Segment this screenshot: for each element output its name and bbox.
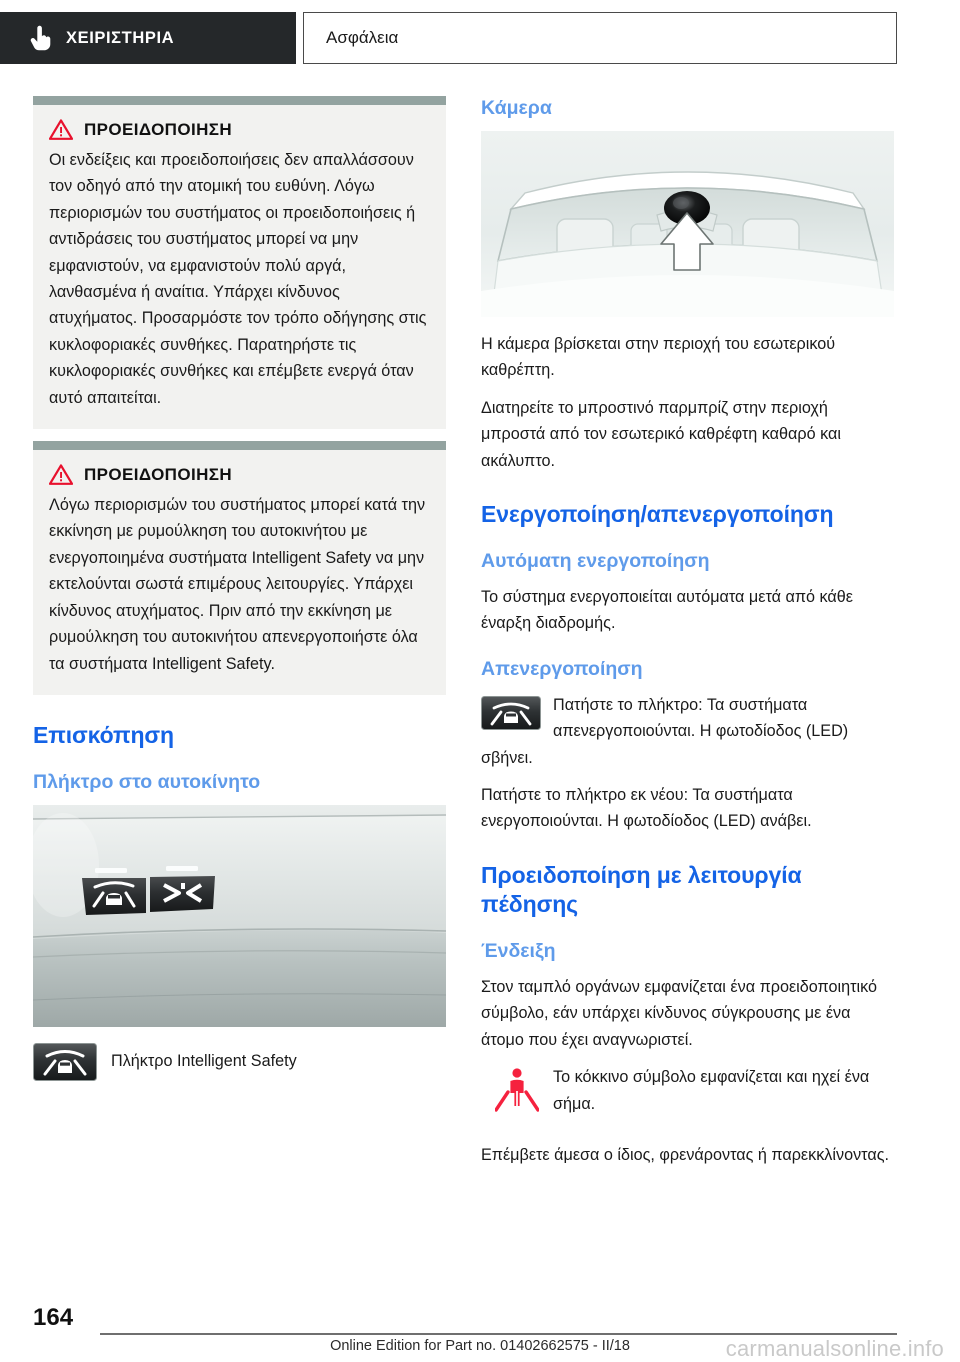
intelligent-safety-button-icon bbox=[33, 1043, 97, 1081]
figure-caption-row bbox=[33, 1043, 446, 1081]
warning-header bbox=[49, 119, 430, 140]
warning-text: Λόγω περιορισμών του συστήματος μπορεί κατά την εκκίνηση με ρυμούλκηση του αυτοκινήτου με ενεργοποιημένα συστήματα Intelligent Safety να μην εκτελούνται σωστά επιμέρους λειτουργίες. Υπάρχει κίνδυνος ατυχήματος. Πριν από την εκκίνηση με ρυμούλκηση του αυτοκινήτου απενεργοποιήστε όλα τα συστήματα Intelligent Safety. bbox=[49, 496, 426, 673]
warning-box-2 bbox=[33, 441, 446, 695]
page-header bbox=[0, 12, 960, 64]
overview-heading: Επισκόπηση bbox=[33, 721, 174, 748]
pedestrian-warning-icon bbox=[495, 1066, 539, 1112]
reactivation-text: Πατήστε το πλήκτρο εκ νέου: Τα συστήματα ενεργοποιούνται. Η φωτοδίοδος (LED) ανάβει. bbox=[481, 786, 812, 831]
camera-text-block bbox=[481, 331, 894, 474]
deactivation-block bbox=[481, 692, 894, 782]
chapter-tab[interactable] bbox=[0, 12, 296, 64]
warning-body bbox=[49, 147, 430, 411]
page-number: 164 bbox=[33, 1304, 74, 1331]
deactivation-heading: Απενεργοποίηση bbox=[481, 657, 643, 680]
camera-heading: Κάμερα bbox=[481, 97, 552, 119]
deactivation-text: Πατήστε το πλήκτρο: Τα συστήματα απενεργοποιούνται. Η φωτοδίοδος (LED) σβήνει. bbox=[481, 695, 849, 767]
figure-caption: Πλήκτρο Intelligent Safety bbox=[111, 1051, 297, 1070]
intelligent-safety-button-icon bbox=[481, 696, 541, 730]
warning-title: ΠΡΟΕΙΔΟΠΟΙΗΣΗ bbox=[84, 464, 233, 484]
final-text: Επέμβετε άμεσα ο ίδιος, φρενάροντας ή παρεκκλίνοντας. bbox=[481, 1145, 890, 1164]
camera-figure bbox=[481, 131, 894, 317]
section-tab-label: Ασφάλεια bbox=[326, 28, 399, 47]
warning-triangle-icon bbox=[49, 464, 73, 485]
right-column bbox=[481, 96, 894, 1179]
pedestrian-text: Το κόκκινο σύμβολο εμφανίζεται και ηχεί ένα σήμα. bbox=[553, 1068, 870, 1113]
page-footer bbox=[0, 1300, 960, 1362]
activation-heading: Ενεργοποίηση/απενεργοποίηση bbox=[481, 501, 834, 528]
braking-warning-heading: Προειδοποίηση με λειτουργία πέδησης bbox=[481, 861, 802, 917]
auto-activation-text: Το σύστημα ενεργοποιείται αυτόματα μετά από κάθε έναρξη διαδρομής. bbox=[481, 588, 853, 633]
left-column bbox=[33, 96, 446, 1087]
pedestrian-block bbox=[481, 1064, 894, 1128]
warning-triangle-icon bbox=[49, 119, 73, 140]
indication-heading: Ένδειξη bbox=[481, 939, 556, 962]
vehicle-button-heading: Πλήκτρο στο αυτοκίνητο bbox=[33, 770, 261, 793]
footer-divider bbox=[100, 1333, 897, 1335]
door-panel-figure bbox=[33, 805, 446, 1027]
pointing-hand-icon bbox=[30, 25, 52, 51]
warning-header bbox=[49, 464, 430, 485]
warning-box-1 bbox=[33, 96, 446, 429]
door-panel-buttons-illustration bbox=[33, 805, 446, 1027]
indication-text: Στον ταμπλό οργάνων εμφανίζεται ένα προειδοποιητικό σύμβολο, εάν υπάρχει κίνδυνος σύγκρουσης με ένα άτομο που έχει αναγνωριστεί. bbox=[481, 977, 877, 1049]
warning-text: Οι ενδείξεις και προειδοποιήσεις δεν απαλλάσσουν τον οδηγό από την ατομική του ευθύνη. Λόγω περιορισμών του συστήματος οι προειδοποιήσεις ή αντιδράσεις του συστήματος μπορεί να μην εμφανιστούν, να εμφανιστούν πολύ αργά, λανθασμένα ή αναίτια. Υπάρχει κίνδυνος ατυχήματος. Προσαρμόστε τον τρόπο οδήγησης στις κυκλοφοριακές συνθήκες. Παρατηρήστε τις κυκλοφοριακές συνθήκες και επέμβετε ενεργά όταν αυτό απαιτείται. bbox=[49, 151, 427, 407]
windshield-camera-location-illustration bbox=[481, 131, 894, 317]
edition-note: Online Edition for Part no. 01402662575 - II/18 bbox=[330, 1338, 630, 1354]
warning-body bbox=[49, 492, 430, 677]
camera-paragraph-1: Η κάμερα βρίσκεται στην περιοχή του εσωτερικού καθρέπτη. bbox=[481, 335, 836, 380]
warning-title: ΠΡΟΕΙΔΟΠΟΙΗΣΗ bbox=[84, 119, 233, 139]
chapter-tab-label: ΧΕΙΡΙΣΤΗΡΙΑ bbox=[66, 28, 175, 47]
section-tab[interactable] bbox=[303, 12, 897, 64]
watermark: carmanualsonline.info bbox=[725, 1336, 944, 1361]
auto-activation-heading: Αυτόματη ενεργοποίηση bbox=[481, 550, 710, 573]
camera-paragraph-2: Διατηρείτε το μπροστινό παρμπρίζ στην περιοχή μπροστά από τον εσωτερικό καθρέφτη καθαρό και ακάλυπτο. bbox=[481, 398, 841, 470]
